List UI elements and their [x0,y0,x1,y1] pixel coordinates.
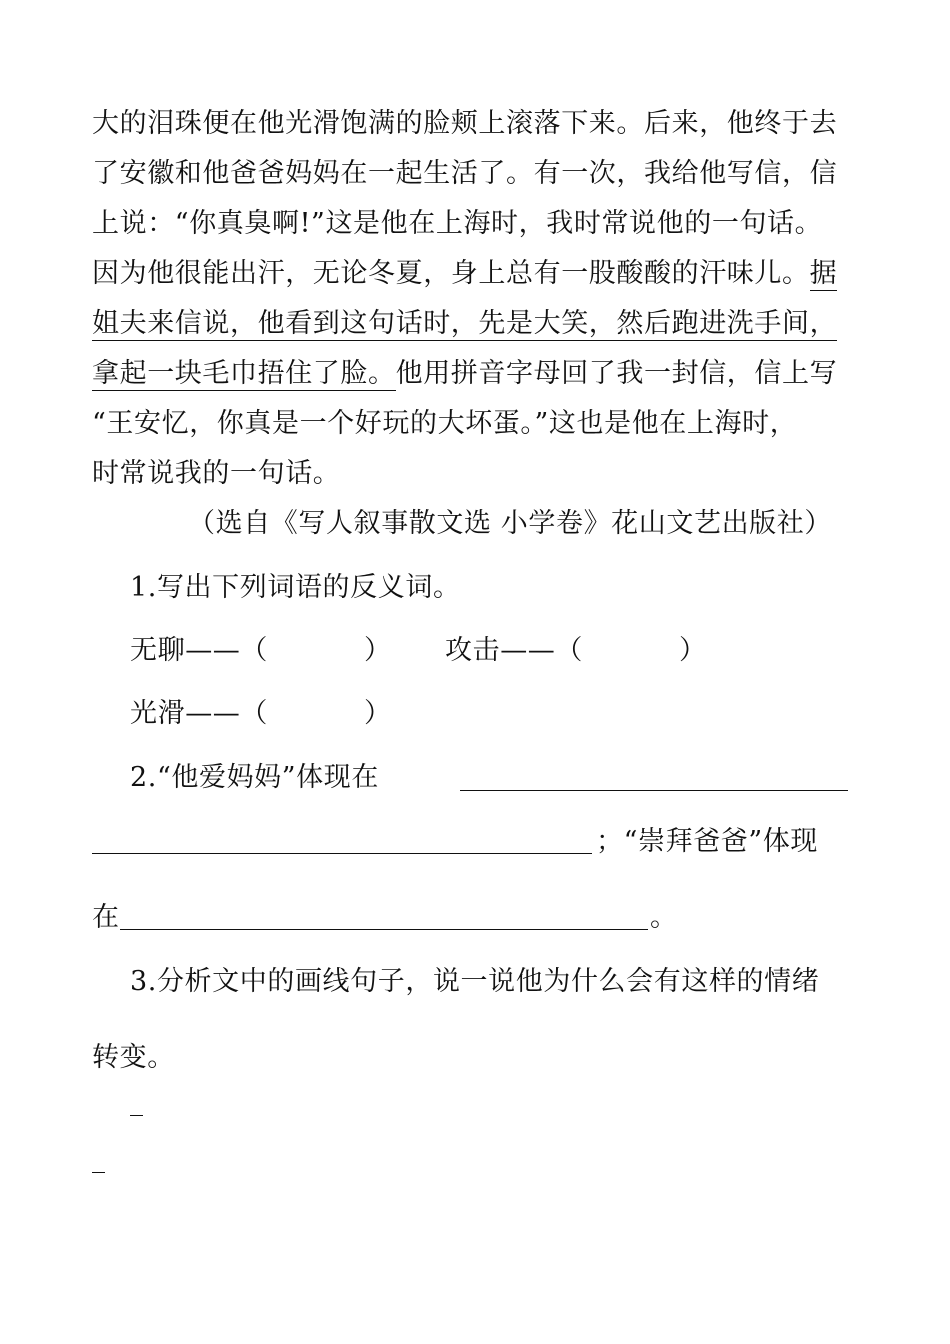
q1-word-1: 无聊——（ [130,635,268,666]
passage-line-6 [92,356,837,392]
q1-word-3: 光滑——（ [130,698,268,729]
q1-item-3 [130,696,392,732]
passage-line-4-text: 因为他很能出汗，无论冬夏，身上总有一股酸酸的汗味儿。 [92,258,810,289]
q1-close-paren-1: ） [364,635,392,666]
underlined-sentence-end: 拿起一块毛巾捂住了脸。 [92,358,396,389]
passage-line-4 [92,256,837,292]
question-2-end: 。 [650,902,678,933]
q2-answer-line-2[interactable] [92,853,592,854]
q3-answer-mark-1[interactable] [130,1115,143,1116]
q1-item-2 [445,633,707,669]
q2-answer-line-1[interactable] [460,790,848,791]
passage-line-3: 上说：“你真臭啊!”这是他在上海时，我时常说他的一句话。 [92,208,823,239]
question-2-start: 在 [92,902,120,933]
q1-close-paren-2: ） [679,635,707,666]
q2-answer-line-3[interactable] [120,929,648,930]
passage-line-8: 时常说我的一句话。 [92,458,341,489]
passage-line-6-text: 他用拼音字母回了我一封信，信上写 [395,358,838,389]
question-3-line-2: 转变。 [92,1042,175,1073]
q1-word-2: 攻击——（ [445,635,583,666]
question-1-prompt: 1.写出下列词语的反义词。 [130,572,461,603]
q1-item-1 [130,633,392,669]
underlined-sentence-start: 据 [809,258,838,289]
question-2-middle: ；“崇拜爸爸”体现 [596,826,819,857]
passage-line-1: 大的泪珠便在他光滑饱满的脸颊上滚落下来。后来，他终于去 [92,108,838,139]
underlined-sentence-middle: 姐夫来信说，他看到这句话时，先是大笑，然后跑进洗手间， [92,308,838,339]
question-3-line-1: 3.分析文中的画线句子，说一说他为什么会有这样的情绪 [130,966,820,997]
q1-close-paren-3: ） [364,698,392,729]
passage-line-7: “王安忆，你真是一个好玩的大坏蛋。”这也是他在上海时， [92,408,798,439]
question-2-prompt: 2.“他爱妈妈”体现在 [130,762,379,793]
passage-line-2: 了安徽和他爸爸妈妈在一起生活了。有一次，我给他写信，信 [92,158,838,189]
q3-answer-mark-2[interactable] [92,1172,105,1173]
source-citation: （选自《写人叙事散文选 小学卷》花山文艺出版社） [188,508,832,539]
passage-line-5 [92,306,837,342]
